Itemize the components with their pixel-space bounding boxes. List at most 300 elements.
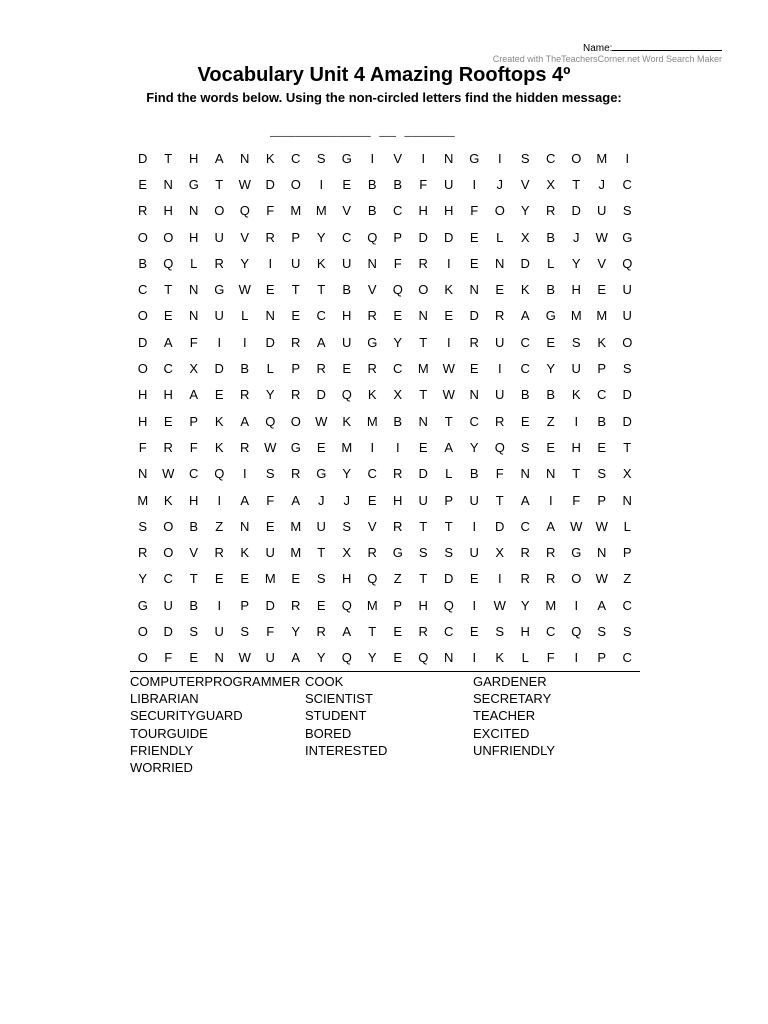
grid-letter[interactable]: C [546,150,556,166]
grid-letter[interactable]: A [240,413,250,429]
grid-letter[interactable]: T [164,282,173,298]
grid-letter[interactable]: S [444,545,454,561]
grid-letter[interactable]: O [137,361,148,377]
grid-letter[interactable]: Y [469,439,479,455]
grid-letter[interactable]: P [597,361,607,377]
grid-letter[interactable]: T [368,623,377,639]
grid-letter[interactable]: C [520,361,530,377]
grid-letter[interactable]: F [164,650,173,666]
grid-letter[interactable]: S [495,623,505,639]
grid-letter[interactable]: D [214,361,224,377]
grid-letter[interactable]: W [238,282,251,298]
grid-letter[interactable]: F [470,203,479,219]
grid-letter[interactable]: E [597,282,607,298]
grid-letter[interactable]: O [418,282,429,298]
grid-letter[interactable]: K [163,492,173,508]
grid-letter[interactable]: C [622,597,632,613]
grid-letter[interactable]: G [188,176,199,192]
grid-letter[interactable]: C [163,571,173,587]
grid-letter[interactable]: P [240,597,250,613]
grid-letter[interactable]: U [622,282,632,298]
grid-letter[interactable]: H [393,492,403,508]
grid-letter[interactable]: X [495,545,505,561]
grid-letter[interactable]: R [265,229,275,245]
grid-letter[interactable]: R [418,255,428,271]
grid-letter[interactable]: Y [571,255,581,271]
grid-letter[interactable]: H [342,308,352,324]
grid-letter[interactable]: D [418,466,428,482]
grid-letter[interactable]: I [574,413,579,429]
grid-letter[interactable]: B [189,597,199,613]
grid-letter[interactable]: B [138,255,148,271]
grid-letter[interactable]: T [189,571,198,587]
grid-letter[interactable]: E [469,571,479,587]
grid-letter[interactable]: S [622,203,632,219]
grid-letter[interactable]: T [164,150,173,166]
grid-letter[interactable]: R [495,308,505,324]
grid-letter[interactable]: B [367,203,377,219]
grid-letter[interactable]: C [316,308,326,324]
grid-letter[interactable]: F [393,255,402,271]
grid-letter[interactable]: Z [215,518,224,534]
grid-letter[interactable]: C [546,623,556,639]
grid-letter[interactable]: S [342,518,352,534]
grid-letter[interactable]: I [497,150,502,166]
grid-letter[interactable]: F [495,466,504,482]
grid-letter[interactable]: E [342,176,352,192]
grid-letter[interactable]: Y [265,387,275,403]
grid-letter[interactable]: A [189,387,199,403]
grid-letter[interactable]: M [341,439,353,455]
grid-letter[interactable]: R [291,334,301,350]
grid-letter[interactable]: I [242,466,247,482]
grid-letter[interactable]: Q [163,255,174,271]
grid-letter[interactable]: I [370,150,375,166]
grid-letter[interactable]: O [163,229,174,245]
grid-letter[interactable]: A [214,150,224,166]
grid-letter[interactable]: B [546,387,556,403]
grid-letter[interactable]: N [444,650,454,666]
grid-letter[interactable]: R [214,255,224,271]
grid-letter[interactable]: K [495,650,505,666]
grid-letter[interactable]: Y [240,255,250,271]
grid-letter[interactable]: D [444,571,454,587]
grid-letter[interactable]: H [163,203,173,219]
grid-letter[interactable]: R [291,387,301,403]
grid-letter[interactable]: R [367,361,377,377]
grid-letter[interactable]: F [266,492,275,508]
grid-letter[interactable]: E [444,308,454,324]
grid-letter[interactable]: E [546,439,556,455]
grid-letter[interactable]: Q [367,229,378,245]
grid-letter[interactable]: C [342,229,352,245]
grid-letter[interactable]: S [571,334,581,350]
grid-letter[interactable]: E [393,650,403,666]
grid-letter[interactable]: N [214,650,224,666]
grid-letter[interactable]: A [444,439,454,455]
grid-letter[interactable]: O [137,650,148,666]
grid-letter[interactable]: C [520,334,530,350]
grid-letter[interactable]: E [316,439,326,455]
grid-letter[interactable]: W [315,413,328,429]
grid-letter[interactable]: C [520,518,530,534]
grid-letter[interactable]: R [546,203,556,219]
grid-letter[interactable]: F [189,334,198,350]
grid-letter[interactable]: R [316,361,326,377]
grid-letter[interactable]: R [495,413,505,429]
grid-letter[interactable]: E [393,308,403,324]
grid-letter[interactable]: X [622,466,632,482]
grid-letter[interactable]: K [444,282,454,298]
grid-letter[interactable]: N [622,492,632,508]
grid-letter[interactable]: N [597,545,607,561]
grid-letter[interactable]: F [189,439,198,455]
grid-letter[interactable]: R [520,545,530,561]
grid-letter[interactable]: C [291,150,301,166]
grid-letter[interactable]: C [622,650,632,666]
grid-letter[interactable]: U [265,545,275,561]
grid-letter[interactable]: N [163,176,173,192]
grid-letter[interactable]: J [598,176,605,192]
grid-letter[interactable]: H [189,492,199,508]
grid-letter[interactable]: W [238,176,251,192]
grid-letter[interactable]: S [265,466,275,482]
grid-letter[interactable]: L [521,650,529,666]
grid-letter[interactable]: Y [291,623,301,639]
grid-letter[interactable]: C [444,623,454,639]
grid-letter[interactable]: C [393,203,403,219]
grid-letter[interactable]: Q [443,597,454,613]
grid-letter[interactable]: D [316,387,326,403]
grid-letter[interactable]: Q [392,282,403,298]
grid-letter[interactable]: E [214,571,224,587]
grid-letter[interactable]: I [217,334,222,350]
grid-letter[interactable]: U [622,308,632,324]
grid-letter[interactable]: D [163,623,173,639]
grid-letter[interactable]: O [214,203,225,219]
grid-letter[interactable]: U [495,334,505,350]
grid-letter[interactable]: T [572,176,581,192]
grid-letter[interactable]: T [495,492,504,508]
grid-letter[interactable]: S [316,150,326,166]
grid-letter[interactable]: P [597,650,607,666]
grid-letter[interactable]: Y [393,334,403,350]
grid-letter[interactable]: P [393,229,403,245]
grid-letter[interactable]: E [138,176,148,192]
grid-letter[interactable]: D [622,413,632,429]
grid-letter[interactable]: A [316,334,326,350]
grid-letter[interactable]: D [571,203,581,219]
grid-letter[interactable]: Y [316,229,326,245]
grid-letter[interactable]: G [622,229,633,245]
grid-letter[interactable]: A [291,650,301,666]
grid-letter[interactable]: B [189,518,199,534]
grid-letter[interactable]: E [495,282,505,298]
grid-letter[interactable]: M [315,203,327,219]
grid-letter[interactable]: U [265,650,275,666]
grid-letter[interactable]: W [570,518,583,534]
grid-letter[interactable]: V [240,229,250,245]
grid-letter[interactable]: G [137,597,148,613]
grid-letter[interactable]: W [595,518,608,534]
grid-letter[interactable]: F [572,492,581,508]
grid-letter[interactable]: S [189,623,199,639]
grid-letter[interactable]: N [240,150,250,166]
grid-letter[interactable]: E [240,571,250,587]
grid-letter[interactable]: N [367,255,377,271]
grid-letter[interactable]: N [189,282,199,298]
grid-letter[interactable]: I [395,439,400,455]
grid-letter[interactable]: G [214,282,225,298]
grid-letter[interactable]: D [469,308,479,324]
grid-letter[interactable]: O [163,518,174,534]
grid-letter[interactable]: R [546,545,556,561]
grid-letter[interactable]: D [265,176,275,192]
grid-letter[interactable]: K [316,255,326,271]
grid-letter[interactable]: K [214,439,224,455]
grid-letter[interactable]: M [290,518,302,534]
grid-letter[interactable]: D [138,334,148,350]
grid-letter[interactable]: S [520,439,530,455]
grid-letter[interactable]: U [291,255,301,271]
grid-letter[interactable]: I [421,150,426,166]
grid-letter[interactable]: T [215,176,224,192]
grid-letter[interactable]: O [137,623,148,639]
grid-letter[interactable]: U [571,361,581,377]
grid-letter[interactable]: I [446,334,451,350]
grid-letter[interactable]: F [266,203,275,219]
grid-letter[interactable]: M [366,597,378,613]
grid-letter[interactable]: B [546,282,556,298]
grid-letter[interactable]: W [162,466,175,482]
grid-letter[interactable]: N [495,255,505,271]
grid-letter[interactable]: W [595,571,608,587]
grid-letter[interactable]: P [597,492,607,508]
grid-letter[interactable]: H [163,387,173,403]
grid-letter[interactable]: T [419,334,428,350]
grid-letter[interactable]: C [393,361,403,377]
grid-letter[interactable]: R [520,571,530,587]
grid-letter[interactable]: O [163,545,174,561]
grid-letter[interactable]: P [291,361,301,377]
grid-letter[interactable]: U [444,176,454,192]
grid-letter[interactable]: H [418,597,428,613]
grid-letter[interactable]: H [418,203,428,219]
grid-letter[interactable]: M [545,597,557,613]
grid-letter[interactable]: A [546,518,556,534]
grid-letter[interactable]: P [393,597,403,613]
grid-letter[interactable]: U [342,255,352,271]
grid-letter[interactable]: V [367,282,377,298]
grid-letter[interactable]: F [266,623,275,639]
grid-letter[interactable]: S [138,518,148,534]
grid-letter[interactable]: K [571,387,581,403]
grid-letter[interactable]: E [546,334,556,350]
grid-letter[interactable]: R [469,334,479,350]
grid-letter[interactable]: M [596,150,608,166]
grid-letter[interactable]: C [367,466,377,482]
grid-letter[interactable]: N [418,413,428,429]
grid-letter[interactable]: T [444,413,453,429]
grid-letter[interactable]: T [419,571,428,587]
grid-letter[interactable]: I [472,650,477,666]
grid-letter[interactable]: U [597,203,607,219]
grid-letter[interactable]: L [241,308,249,324]
grid-letter[interactable]: S [520,150,530,166]
grid-letter[interactable]: X [520,229,530,245]
grid-letter[interactable]: L [190,255,198,271]
grid-letter[interactable]: T [444,518,453,534]
grid-letter[interactable]: D [444,229,454,245]
grid-letter[interactable]: E [469,255,479,271]
grid-letter[interactable]: U [418,492,428,508]
grid-letter[interactable]: C [138,282,148,298]
grid-letter[interactable]: I [242,334,247,350]
grid-letter[interactable]: U [316,518,326,534]
grid-letter[interactable]: Q [418,650,429,666]
grid-letter[interactable]: V [342,203,352,219]
grid-letter[interactable]: E [163,308,173,324]
grid-letter[interactable]: U [214,229,224,245]
grid-letter[interactable]: T [419,387,428,403]
grid-letter[interactable]: U [163,597,173,613]
grid-letter[interactable]: N [240,518,250,534]
grid-letter[interactable]: D [138,150,148,166]
name-field[interactable] [583,41,722,54]
grid-letter[interactable]: E [291,308,301,324]
grid-letter[interactable]: I [574,597,579,613]
grid-letter[interactable]: Y [138,571,148,587]
grid-letter[interactable]: K [342,413,352,429]
grid-letter[interactable]: E [265,282,275,298]
grid-letter[interactable]: I [548,492,553,508]
grid-letter[interactable]: R [367,545,377,561]
grid-letter[interactable]: T [317,545,326,561]
grid-letter[interactable]: N [546,466,556,482]
grid-letter[interactable]: T [291,282,300,298]
grid-letter[interactable]: K [265,150,275,166]
grid-letter[interactable]: A [240,492,250,508]
grid-letter[interactable]: G [545,308,556,324]
grid-letter[interactable]: S [597,623,607,639]
grid-letter[interactable]: R [291,466,301,482]
grid-letter[interactable]: W [264,439,277,455]
grid-letter[interactable]: N [418,308,428,324]
grid-letter[interactable]: B [597,413,607,429]
name-line[interactable] [612,41,722,51]
grid-letter[interactable]: V [393,150,403,166]
grid-letter[interactable]: S [418,545,428,561]
grid-letter[interactable]: I [268,255,273,271]
grid-letter[interactable]: A [342,623,352,639]
grid-letter[interactable]: B [240,361,250,377]
grid-letter[interactable]: R [316,623,326,639]
grid-letter[interactable]: O [290,176,301,192]
grid-letter[interactable]: E [597,439,607,455]
grid-letter[interactable]: J [573,229,580,245]
grid-letter[interactable]: W [595,229,608,245]
grid-letter[interactable]: S [622,623,632,639]
grid-letter[interactable]: M [570,308,582,324]
grid-letter[interactable]: I [497,571,502,587]
grid-letter[interactable]: H [571,439,581,455]
grid-letter[interactable]: N [138,466,148,482]
grid-letter[interactable]: W [238,650,251,666]
grid-letter[interactable]: R [546,571,556,587]
grid-letter[interactable]: K [520,282,530,298]
grid-letter[interactable]: E [189,650,199,666]
grid-letter[interactable]: C [622,176,632,192]
grid-letter[interactable]: S [597,466,607,482]
grid-letter[interactable]: E [520,413,530,429]
grid-letter[interactable]: R [163,439,173,455]
grid-letter[interactable]: E [418,439,428,455]
grid-letter[interactable]: Y [342,466,352,482]
grid-letter[interactable]: O [571,150,582,166]
grid-letter[interactable]: U [214,308,224,324]
grid-letter[interactable]: Y [367,650,377,666]
grid-letter[interactable]: Y [316,650,326,666]
grid-letter[interactable]: O [290,413,301,429]
grid-letter[interactable]: Q [571,623,582,639]
grid-letter[interactable]: M [290,203,302,219]
grid-letter[interactable]: R [367,308,377,324]
grid-letter[interactable]: E [316,597,326,613]
grid-letter[interactable]: K [367,387,377,403]
grid-letter[interactable]: E [214,387,224,403]
grid-letter[interactable]: E [342,361,352,377]
grid-letter[interactable]: V [189,545,199,561]
grid-letter[interactable]: U [469,545,479,561]
grid-letter[interactable]: N [189,308,199,324]
grid-letter[interactable]: I [217,492,222,508]
grid-letter[interactable]: X [342,545,352,561]
grid-letter[interactable]: Y [520,203,530,219]
grid-letter[interactable]: V [520,176,530,192]
grid-letter[interactable]: O [622,334,633,350]
grid-letter[interactable]: G [290,439,301,455]
grid-letter[interactable]: I [472,176,477,192]
grid-letter[interactable]: E [469,229,479,245]
grid-letter[interactable]: O [137,308,148,324]
grid-letter[interactable]: T [623,439,632,455]
grid-letter[interactable]: H [444,203,454,219]
grid-letter[interactable]: N [444,150,454,166]
grid-letter[interactable]: O [494,203,505,219]
grid-letter[interactable]: X [393,387,403,403]
grid-letter[interactable]: P [291,229,301,245]
grid-letter[interactable]: K [214,413,224,429]
grid-letter[interactable]: I [497,361,502,377]
grid-letter[interactable]: G [316,466,327,482]
grid-letter[interactable]: Q [214,466,225,482]
grid-letter[interactable]: E [393,623,403,639]
grid-letter[interactable]: F [546,650,555,666]
grid-letter[interactable]: I [625,150,630,166]
grid-letter[interactable]: Z [546,413,555,429]
grid-letter[interactable]: H [189,229,199,245]
grid-letter[interactable]: G [341,150,352,166]
grid-letter[interactable]: E [367,492,377,508]
grid-letter[interactable]: I [472,597,477,613]
grid-letter[interactable]: D [520,255,530,271]
grid-letter[interactable]: N [265,308,275,324]
grid-letter[interactable]: H [138,387,148,403]
grid-letter[interactable]: D [622,387,632,403]
grid-letter[interactable]: Z [393,571,402,587]
grid-letter[interactable]: T [572,466,581,482]
grid-letter[interactable]: D [418,229,428,245]
